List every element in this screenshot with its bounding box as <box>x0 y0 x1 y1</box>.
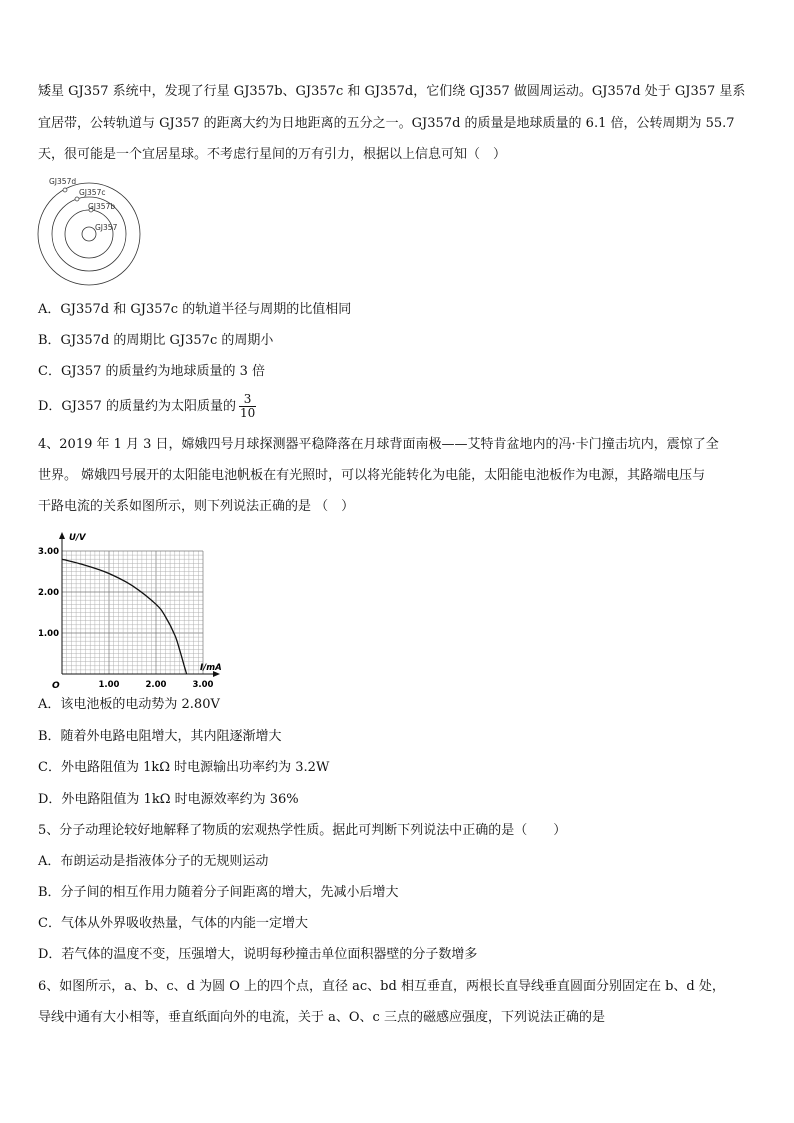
fraction-denominator: 10 <box>239 406 256 420</box>
origin-label: O <box>52 681 60 690</box>
q6-stem-line-1: 6、如图所示，a、b、c、d 为圆 O 上的四个点，直径 ac、bd 相互垂直，两根长直导线垂直圆面分别固定在 b、d 处， <box>38 979 725 994</box>
x-tick-label: 1.00 <box>98 680 120 690</box>
label-gj357c: GJ357c <box>79 188 106 197</box>
label-gj357b: GJ357b <box>88 202 116 211</box>
q6-stem-line-2: 导线中通有大小相等，垂直纸面向外的电流，关于 a、O、c 三点的磁感应强度，下列说法正确的是 <box>38 1010 605 1025</box>
x-axis-label: I/mA <box>200 663 222 673</box>
q3-option-d-text: D．GJ357 的质量约为太阳质量的 <box>38 399 236 414</box>
q3-option-a: A．GJ357d 和 GJ357c 的轨道半径与周期的比值相同 <box>38 302 352 317</box>
y-axis-arrow <box>59 532 65 539</box>
q4-stem-line-3: 干路电流的关系如图所示，则下列说法正确的是 （ ） <box>38 499 355 514</box>
q5-stem: 5、分子动理论较好地解释了物质的宏观热学性质。据此可判断下列说法中正确的是（ ） <box>38 823 567 838</box>
q3-option-c: C．GJ357 的质量约为地球质量的 3 倍 <box>38 364 266 379</box>
q5-option-a: A．布朗运动是指液体分子的无规则运动 <box>38 854 269 869</box>
fraction-numerator: 3 <box>239 393 256 407</box>
q4-option-d: D．外电路阻值为 1kΩ 时电源效率约为 36% <box>38 792 299 807</box>
u-i-chart <box>36 530 226 690</box>
x-tick-label: 2.00 <box>145 680 167 690</box>
q4-option-c: C．外电路阻值为 1kΩ 时电源输出功率约为 3.2W <box>38 760 330 775</box>
orbit-diagram <box>36 174 166 289</box>
label-gj357: GJ357 <box>95 223 118 232</box>
fraction <box>239 393 256 420</box>
q3-stem-line-2: 宜居带，公转轨道与 GJ357 的距离大约为日地距离的五分之一。GJ357d 的质量是地球质量的 6.1 倍，公转周期为 55.7 <box>38 116 735 131</box>
q3-option-d <box>38 392 256 422</box>
y-tick-label: 1.00 <box>38 629 59 639</box>
planet-c <box>75 197 79 201</box>
q5-option-b: B．分子间的相互作用力随着分子间距离的增大，先减小后增大 <box>38 885 399 900</box>
q5-option-d: D．若气体的温度不变，压强增大，说明每秒撞击单位面积器壁的分子数增多 <box>38 947 478 962</box>
q4-option-b: B．随着外电路电阻增大，其内阻逐渐增大 <box>38 729 282 744</box>
q4-stem-line-1: 4、2019 年 1 月 3 日，嫦娥四号月球探测器平稳降落在月球背面南极——艾特肯盆地内的冯·卡门撞击坑内，震惊了全 <box>38 437 719 452</box>
q4-stem-line-2: 世界。 嫦娥四号展开的太阳能电池帆板在有光照时，可以将光能转化为电能，太阳能电池板作为电源，其路端电压与 <box>38 468 706 483</box>
label-gj357d: GJ357d <box>49 177 77 186</box>
q3-option-b: B．GJ357d 的周期比 GJ357c 的周期小 <box>38 333 274 348</box>
q3-stem-line-3: 天，很可能是一个宜居星球。不考虑行星间的万有引力，根据以上信息可知（ ） <box>38 147 507 162</box>
q5-option-c: C．气体从外界吸收热量，气体的内能一定增大 <box>38 916 308 931</box>
y-tick-label: 2.00 <box>38 588 59 598</box>
y-tick-label: 3.00 <box>38 547 59 557</box>
x-tick-label: 3.00 <box>192 680 214 690</box>
star-gj357 <box>82 227 96 241</box>
chart-ticks <box>38 547 214 690</box>
q4-option-a: A．该电池板的电动势为 2.80V <box>38 697 220 712</box>
y-axis-label: U/V <box>69 533 86 543</box>
planet-d <box>63 188 67 192</box>
q3-stem-line-1: 矮星 GJ357 系统中，发现了行星 GJ357b、GJ357c 和 GJ357d，它们绕 GJ357 做圆周运动。GJ357d 处于 GJ357 星系 <box>38 84 746 99</box>
